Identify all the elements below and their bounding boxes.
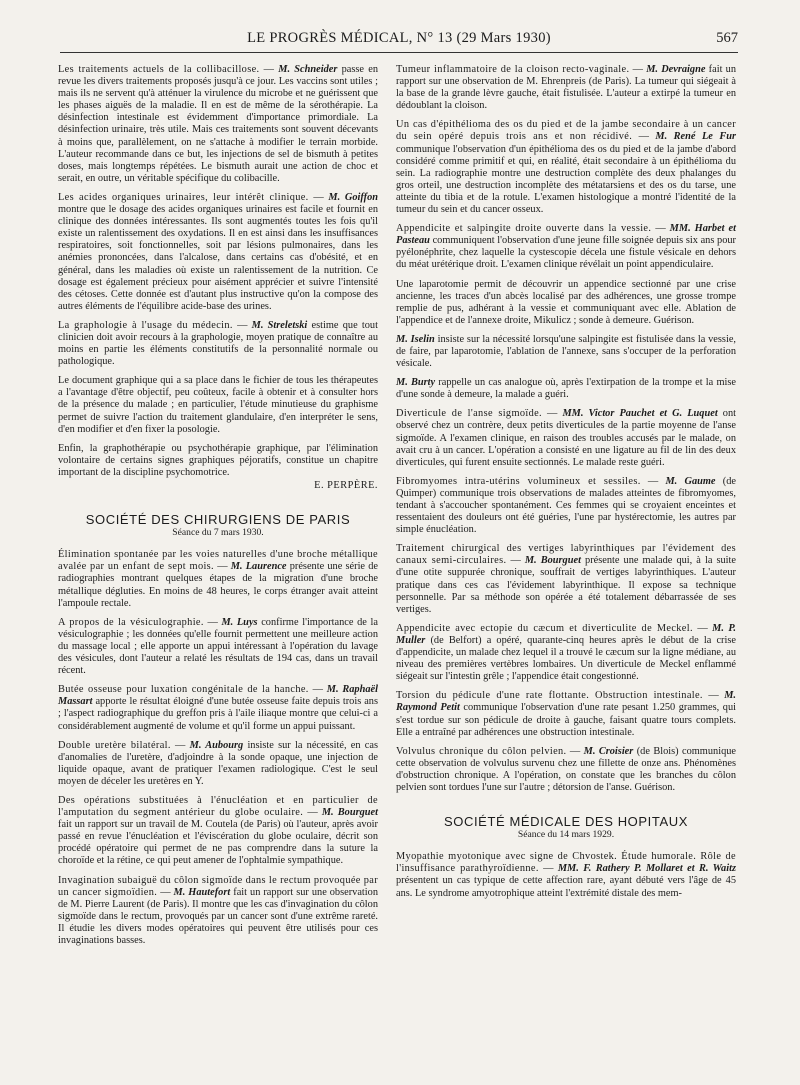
author-name: MM. Harbet et Pasteau bbox=[396, 223, 737, 247]
article-vertiges: Traitement chirurgical des vertiges labyrinthiques par l'évidement des canaux semi-circulaires. — M. Bourguet présente une malade qui, à la suite d'une otite suppurée chronique, souffrait de vertiges labyrinthiques. L'auteur pratique dans ces cas l'évidement labyrinthique. Il expose sa technique personnelle. Par sa méthode son opérée a été totalement débarrassée de ses vertiges. bbox=[396, 543, 737, 615]
article-title: Traitement chirurgical des vertiges labyrinthiques par l'évidement des canaux semi-circulaires. bbox=[396, 543, 736, 567]
article-tumeur: Tumeur inflammatoire de la cloison recto-vaginale. — M. Devraigne fait un rapport sur une observation de M. Ehrenpreis (de Paris). La tumeur qui siégeait à la base de la grande lèvre gauche, était fistulisée. L'auteur a extirpé la tumeur en dédoublant la cloison. bbox=[396, 64, 737, 112]
author-name: MM. Victor Pauchet et G. Luquet bbox=[562, 408, 718, 420]
author-name: M. Croisier bbox=[583, 745, 634, 757]
article-title: Butée osseuse pour luxation congénitale de la hanche. bbox=[58, 684, 309, 696]
article-butee-osseuse: Butée osseuse pour luxation congénitale de la hanche. — M. Raphaël Massart apporte le résultat éloigné d'une butée osseuse faite depuis trois ans ; l'aspect radiographique du greffon pris à l'aile iliaque montre que celui-ci a considérablement augmenté de volume et qu'il forme un appui puissant. bbox=[58, 684, 378, 732]
article-acides-organiques: Les acides organiques urinaires, leur intérêt clinique. — M. Goiffon montre que le dosage des acides organiques urinaires est facile et fournit en clinique des données intéressantes. Ils sont augmentés toutes les fois qu'il existe un ralentissement des oxydations. Il en est ainsi dans les insuffisances respiratoires, soit fonctionnelles, soit par lésions pulmonaires, dans les anémies prononcées, dans l'alcalose, dans certains cas d'obésité, et en général, dans les maladies où existe un ralentissement de la nutrition. Ce dosage est également précieux pour aisément apprécier et suivre l'intensité des cétoses. Cette donnée est d'autant plus instructive qu'on la compose des autres éléments de l'équilibre acide-base des urines. bbox=[58, 191, 379, 312]
author-name: M. Burty bbox=[396, 377, 436, 389]
author-name: M. Luys bbox=[221, 616, 258, 628]
article-body: présente une série de radiographies montrant quelques étapes de la migration d'une broche métallique dégluties. En moins de 48 heures, le corps étranger avait atteint l'ampoule rectale. bbox=[58, 561, 378, 609]
session-date: Séance du 7 mars 1930. bbox=[172, 527, 264, 539]
article-title: Torsion du pédicule d'une rate flottante. Obstruction intestinale. bbox=[396, 690, 703, 702]
article-fibromyomes: Fibromyomes intra-utérins volumineux et sessiles. — M. Gaume (de Quimper) communique trois observations de malades atteintes de fibromyomes, tendant à s'accoucher spontanément. Ces femmes qui se croyaient enceintes et ressentaient des douleurs ont été guéries, l'une par hystérectomie, les autres par simple énucléation. bbox=[396, 475, 736, 536]
article-body: apporte le résultat éloigné d'une butée osseuse faite depuis trois ans ; l'aspect radiographique du greffon pris à l'aile iliaque montre que celui-ci a considérablement augmenté de volume et qu'il forme un appui puissant. bbox=[58, 696, 378, 732]
author-name: M. Schneider bbox=[278, 64, 338, 75]
article-paragraph: Une laparotomie permit de découvrir un appendice sectionné par une crise ancienne, les traces d'un abcès localisé par des adhérences, une grosse trompe remplie de pus, adhérant à la vessie et communiquant avec elle. Ablation de l'appendice et de l'annexe droite, Mikulicz ; sonde à demeure. Guérison. bbox=[396, 278, 736, 326]
article-title: Fibromyomes intra-utérins volumineux et sessiles. bbox=[396, 475, 641, 487]
article-enucleation: Des opérations substituées à l'énucléation et en particulier de l'amputation du segment antérieur du globe oculaire. — M. Bourguet fait un rapport sur un travail de M. Coutela (de Paris) où l'auteur, après avoir passé en revue l'énucléation et l'éviscération du globe oculaire, décrit son procédé opératoire qui permet de ne pas comprendre dans la suture la choroïde et la rétine, ce qui peut amener de l'ophtalmie sympathique. bbox=[58, 794, 379, 867]
article-rate-flottante: Torsion du pédicule d'une rate flottante. Obstruction intestinale. — M. Raymond Petit communique l'observation d'une rate pesant 1.250 grammes, qui s'est tordue sur son pédicule de droite à gauche, faisant quatre tours complets. Elle a entraîné par adhérences une obstruction intestinale. bbox=[396, 690, 737, 738]
article-body: confirme l'importance de la vésiculographie ; les données qu'elle fournit permettent une meilleure action du massage local ; elle apporte un appui intéressant à l'opération du lavage des vésicules, dont l'auteur a relaté les résultats de 194 cas, dans un travail récent. bbox=[58, 616, 378, 677]
article-body: insiste sur la nécessité, en cas d'anomalies de l'uretère, d'adjoindre à la sonde opaque, une injection de liquide opaque, avant de pratiquer l'examen radiologique. C'est le seul moyen de déceler les uretères en Y. bbox=[58, 739, 378, 787]
author-name: M. P. Muller bbox=[396, 622, 736, 646]
session-date: Séance du 14 mars 1929. bbox=[517, 829, 615, 841]
article-graphologie: La graphologie à l'usage du médecin. — M. Streletski estime que tout clinicien doit avoir recours à la graphologie, moyen pratique de connaître au moins en partie les éléments constitutifs de la personnalité normale ou pathologique. bbox=[58, 319, 378, 368]
article-paragraph bbox=[396, 377, 736, 401]
author-name: M. Devraigne bbox=[646, 64, 706, 75]
article-body: fait un rapport sur un travail de M. Coutela (de Paris) où l'auteur, après avoir passé en revue l'énucléation et l'éviscération du globe oculaire, décrit son procédé opératoire qui permet de ne pas comprendre dans la suture la choroïde et la rétine, ce qui peut amener de l'ophtalmie sympathique. bbox=[58, 819, 378, 867]
article-body: fait un rapport sur une observation de M. Pierre Laurent (de Paris). Il montre que les cas d'invagination du côlon sigmoïde dans le rectum, provoqués par un cancer sont d'une extrême rareté. Il étudie les divers modes opératoires qui peuvent être utilisés pour ces invaginations basses. bbox=[58, 886, 379, 946]
page-number: 567 bbox=[716, 30, 738, 46]
article-title: Invagination subaiguë du côlon sigmoïde dans le rectum provoquée par un cancer sigmoïdien. bbox=[58, 874, 378, 898]
author-name: M. Aubourg bbox=[189, 739, 244, 751]
article-paragraph: Enfin, la graphothérapie ou psychothérapie graphique, par l'élimination volontaire de certains signes graphiques péjoratifs, constitue un chapitre important de la discipline psychomotrice. bbox=[58, 442, 378, 478]
author-name: M. Bourguet bbox=[321, 807, 379, 819]
author-name: M. Laurence bbox=[230, 561, 287, 573]
article-body: présentent un cas typique de cette affection rare, ayant débuté vers l'âge de 45 ans. Le syndrome amyotrophique atteint l'extrémité distale des mem- bbox=[396, 875, 736, 899]
left-column bbox=[58, 64, 378, 954]
article-invagination: Invagination subaiguë du côlon sigmoïde dans le rectum provoquée par un cancer sigmoïdien. — M. Hautefort fait un rapport sur une observation de M. Pierre Laurent (de Paris). Il montre que les cas d'invagination du côlon sigmoïde dans le rectum, provoqués par un cancer sont d'une extrême rareté. Il étudie les divers modes opératoires qui peuvent être utilisés pour ces invaginations basses. bbox=[58, 874, 379, 946]
author-name: M. Goiffon bbox=[328, 191, 379, 203]
article-broche: Élimination spontanée par les voies naturelles d'une broche métallique avalée par un enfant de sept mois. — M. Laurence présente une série de radiographies montrant quelques étapes de la migration d'une broche métallique dégluties. En moins de 48 heures, le corps étranger avait atteint l'ampoule rectale. bbox=[58, 549, 378, 609]
author-name: M. Iselin bbox=[396, 333, 435, 345]
article-uretere: Double uretère bilatéral. — M. Aubourg insiste sur la nécessité, en cas d'anomalies de l'uretère, d'adjoindre à la sonde opaque, une injection de liquide opaque, avant de pratiquer l'examen radiologique. C'est le seul moyen de déceler les uretères en Y. bbox=[58, 739, 378, 787]
article-title: Tumeur inflammatoire de la cloison recto-vaginale. bbox=[396, 64, 630, 75]
author-name: M. Hautefort bbox=[173, 886, 231, 898]
journal-title: LE PROGRÈS MÉDICAL, N° 13 (29 Mars 1930) bbox=[247, 30, 551, 46]
article-myopathie: Myopathie myotonique avec signe de Chvostek. Étude humorale. Rôle de l'insuffisance parathyroïdienne. — MM. F. Rathery P. Mollaret et R. Waitz présentent un cas typique de cette affection rare, ayant débuté vers l'âge de 45 ans. Le syndrome amyotrophique atteint l'extrémité distale des mem- bbox=[396, 851, 736, 899]
article-body: (de Belfort) a opéré, quarante-cinq heures après le début de la crise d'appendicite, un malade chez lequel il a trouvé le cæcum sur la ligne médiane, au niveau des premières vertèbres lombaires. Un diverticule de Meckel enflammé siégeait sur l'intestin grêle ; l'appendice était congestionné. bbox=[396, 634, 736, 683]
article-title: Diverticule de l'anse sigmoïde. bbox=[396, 408, 542, 420]
article-body: montre que le dosage des acides organiques urinaires est facile et fournit en clinique des données intéressantes. Ils sont augmentés toutes les fois qu'il existe un ralentissement des oxydations. Il en est ainsi dans les insuffisances respiratoires, soit fonctionnelles, soit par lésions pulmonaires, dans les anémies prononcées, dans l'alcalose, dans certains cas d'obésité, et en général, dans les maladies où existe un ralentissement de la nutrition. Ce dosage est également précieux pour aisément apprécier et suivre l'intensité des cétoses. Cette donnée est d'autant plus instructive qu'on la compose des autres éléments de l'équilibre acide-base des urines. bbox=[58, 204, 378, 312]
society-heading: SOCIÉTÉ DES CHIRURGIENS DE PARIS bbox=[85, 512, 351, 528]
article-title: A propos de la vésiculographie. bbox=[58, 616, 204, 628]
article-title: Volvulus chronique du côlon pelvien. bbox=[396, 745, 567, 757]
author-name: MM. F. Rathery P. Mollaret et R. Waitz bbox=[557, 863, 736, 875]
author-name: M. Gaume bbox=[665, 475, 716, 487]
author-name: M. René Le Fur bbox=[655, 131, 736, 143]
article-title: Un cas d'épithélioma des os du pied et de la jambe secondaire à un cancer du sein opéré depuis trois ans et non récidivé. bbox=[396, 119, 736, 143]
article-body: estime que tout clinicien doit avoir recours à la graphologie, moyen pratique de connaître au moins en partie les éléments constitutifs de la personnalité normale ou pathologique. bbox=[58, 319, 378, 368]
page-header bbox=[60, 30, 738, 53]
article-title: Les acides organiques urinaires, leur intérêt clinique. bbox=[58, 191, 309, 203]
article-body: (de Blois) communique cette observation de volvulus survenu chez une fillette de onze ans. Phénomènes d'obstruction chronique. A l'opération, on constate que les branches du côlon pelvien sont tordues l'une sur l'autre ; détorsion de l'anse. Guérison. bbox=[396, 745, 737, 793]
article-body: communique l'observation d'un épithélioma des os du pied et de la jambe d'abord considéré comme primitif et qui, en réalité, était secondaire à un épithélioma du sein. La radiographie montre une destruction complète des deux phalanges du gros orteil, une destruction incomplète des métatarsiens et des os du tarse, une atteinte du tibia et de la rotule. L'examen histologique a montré l'identité de la tumeur du sein et du cancer osseux. bbox=[396, 143, 736, 216]
society-heading: SOCIÉTÉ MÉDICALE DES HOPITAUX bbox=[444, 814, 688, 830]
article-body: fait un rapport sur une observation de M. Ehrenpreis (de Paris). La tumeur qui siégeait à la base de la grande lèvre gauche, était fistulisée. L'auteur a extirpé la tumeur en dédoublant la cloison. bbox=[396, 64, 737, 112]
article-body: (de Quimper) communique trois observations de malades atteintes de fibromyomes, tendant à s'accoucher spontanément. Ces femmes qui se croyaient enceintes et ressentaient des douleurs ont été guéries, l'une par hystérectomie, les autres par simple énucléation. bbox=[396, 475, 736, 536]
article-diverticule: Diverticule de l'anse sigmoïde. — MM. Victor Pauchet et G. Luquet ont observé chez un contrère, deux petits diverticules de la partie moyenne de l'anse sigmoïde. A l'examen clinique, en raison des troubles accusés par le malade, on avait cru à un cancer. L'opération a consisté en une ligature au fil de lin des deux diverticules, qui furent ensuite sectionnés. Le malade reste guéri. bbox=[396, 408, 736, 468]
right-column bbox=[396, 64, 736, 907]
article-title: Myopathie myotonique avec signe de Chvostek. Étude humorale. Rôle de l'insuffisance parathyroïdienne. bbox=[396, 851, 736, 875]
article-title: Appendicite et salpingite droite ouverte dans la vessie. bbox=[396, 223, 652, 235]
article-body: présente une malade qui, à la suite d'une otite suppurée chronique, souffrait de vertiges labyrinthiques. L'auteur pratique dans ces cas l'évidement labyrinthique. Il expose sa technique personnelle. Par sa méthode son opérée a été totalement débarrassée de ses vertiges. bbox=[396, 555, 737, 615]
article-body: ont observé chez un contrère, deux petits diverticules de la partie moyenne de l'anse sigmoïde. A l'examen clinique, en raison des troubles accusés par le malade, on avait cru à un cancer. L'opération a consisté en une ligature au fil de lin des deux diverticules, qui furent ensuite sectionnés. Le malade reste guéri. bbox=[396, 408, 736, 468]
article-paragraph: Le document graphique qui a sa place dans le fichier de tous les thérapeutes a l'avantage d'être objectif, peu coûteux, facile à obtenir et à consulter hors de la présence du malade ; en particulier, l'étude minutieuse du graphisme permet de suivre l'action du traitement glandulaire, d'en interpréter le sens, d'en modifier et d'en fixer la posologie. bbox=[58, 375, 378, 435]
article-title: Les traitements actuels de la collibacillose. bbox=[58, 64, 260, 75]
article-title: Des opérations substituées à l'énucléation et en particulier de l'amputation du segment antérieur du globe oculaire. bbox=[58, 794, 378, 819]
author-name: M. Raphaël Massart bbox=[58, 684, 378, 708]
author-name: M. Raymond Petit bbox=[396, 690, 737, 714]
article-vesiculographie: A propos de la vésiculographie. — M. Luys confirme l'importance de la vésiculographie ; les données qu'elle fournit permettent une meilleure action du massage local ; elle apporte un appui intéressant à l'opération du lavage des vésicules, dont l'auteur a relaté les résultats de 194 cas, dans un travail récent. bbox=[58, 616, 378, 677]
article-colibacillose: Les traitements actuels de la collibacillose. — M. Schneider passe en revue les divers traitements proposés jusqu'à ce jour. Les vaccins sont utiles ; mais ils ne servent qu'à atténuer la virulence du microbe et ne guérissent que les phases aiguës de la maladie. Il en est de même de la sérothérapie. La désinfection intestinale est évidemment d'importance primordiale. La désinfection urinaire, très utile. Mais ces traitements sont souvent décevants à moins que, parallèlement, on ne s'attache à modifier le terrain morbide. L'auteur recommande dans ce but, les injections de sel de bismuth à petites doses, mais longtemps répétées. Le bismuth aurait une action de choc et serait, en outre, un véritable spécifique du colibacille. bbox=[58, 64, 379, 184]
article-title: La graphologie à l'usage du médecin. bbox=[58, 319, 233, 331]
author-name: M. Bourguet bbox=[524, 555, 581, 567]
article-title: Double uretère bilatéral. bbox=[58, 739, 171, 751]
article-body: rappelle un cas analogue où, après l'extirpation de la trompe et la mise d'une sonde à demeure, la malade a guéri. bbox=[396, 377, 736, 401]
article-body: communique l'observation d'une rate pesant 1.250 grammes, qui s'est tordue sur son pédicule de droite à gauche, faisant quatre tours complets. Elle a entraîné par adhérences une obstruction intestinale. bbox=[396, 702, 736, 738]
article-epithelioma: Un cas d'épithélioma des os du pied et de la jambe secondaire à un cancer du sein opéré depuis trois ans et non récidivé. — M. René Le Fur communique l'observation d'un épithélioma des os du pied et de la jambe d'abord considéré comme primitif et qui, en réalité, était secondaire à un épithélioma du sein. La radiographie montre une destruction complète des deux phalanges du gros orteil, une destruction incomplète des métatarsiens et des os du tarse, une atteinte du tibia et de la rotule. L'examen histologique a montré l'identité de la tumeur du sein et du cancer osseux. bbox=[396, 119, 736, 216]
article-appendicite-salpingite: Appendicite et salpingite droite ouverte dans la vessie. — MM. Harbet et Pasteau communiquent l'observation d'une jeune fille soignée depuis six ans pour pyélonéphrite, chez laquelle la cystescopie décela une fistule vésicale en dehors du méat urétérique droit. L'examen clinique révélait un point appendiculaire. bbox=[396, 223, 737, 271]
article-body: communiquent l'observation d'une jeune fille soignée depuis six ans pour pyélonéphrite, chez laquelle la cystescopie décela une fistule vésicale en dehors du méat urétérique droit. L'examen clinique révélait un point appendiculaire. bbox=[396, 235, 736, 271]
article-title: Appendicite avec ectopie du cæcum et diverticulite de Meckel. bbox=[396, 622, 693, 634]
author-name: M. Streletski bbox=[251, 319, 308, 331]
article-meckel: Appendicite avec ectopie du cæcum et diverticulite de Meckel. — M. P. Muller (de Belfort) a opéré, quarante-cinq heures après le début de la crise d'appendicite, un malade chez lequel il a trouvé le cæcum sur la ligne médiane, au niveau des premières vertèbres lombaires. Un diverticule de Meckel enflammé siégeait sur l'intestin grêle ; l'appendice était congestionné. bbox=[396, 622, 736, 683]
article-paragraph bbox=[396, 334, 736, 370]
article-volvulus: Volvulus chronique du côlon pelvien. — M. Croisier (de Blois) communique cette observation de volvulus survenu chez une fillette de onze ans. Phénomènes d'obstruction chronique. A l'opération, on constate que les branches du côlon pelvien sont tordues l'une sur l'autre ; détorsion de l'anse. Guérison. bbox=[396, 745, 737, 793]
article-body: passe en revue les divers traitements proposés jusqu'à ce jour. Les vaccins sont utiles ; mais ils ne servent qu'à atténuer la virulence du microbe et ne guérissent que les phases aiguës de la maladie. Il en est de même de la sérothérapie. La désinfection intestinale est évidemment d'importance primordiale. La désinfection urinaire, très utile. Mais ces traitements sont souvent décevants à moins que, parallèlement, on ne s'attache à modifier le terrain morbide. L'auteur recommande dans ce but, les injections de sel de bismuth à petites doses, mais longtemps répétées. Le bismuth aurait une action de choc et serait, en outre, un véritable spécifique du colibacille. bbox=[58, 64, 379, 184]
author-signature: E. PERPÈRE. bbox=[314, 480, 378, 491]
article-title: Élimination spontanée par les voies naturelles d'une broche métallique avalée par un enfant de sept mois. bbox=[58, 549, 378, 573]
article-body: insiste sur la nécessité lorsqu'une salpingite est fistulisée dans la vessie, de faire, par laparotomie, l'ablation de l'annexe, sans s'occuper de la perforation vésicale. bbox=[396, 333, 736, 370]
